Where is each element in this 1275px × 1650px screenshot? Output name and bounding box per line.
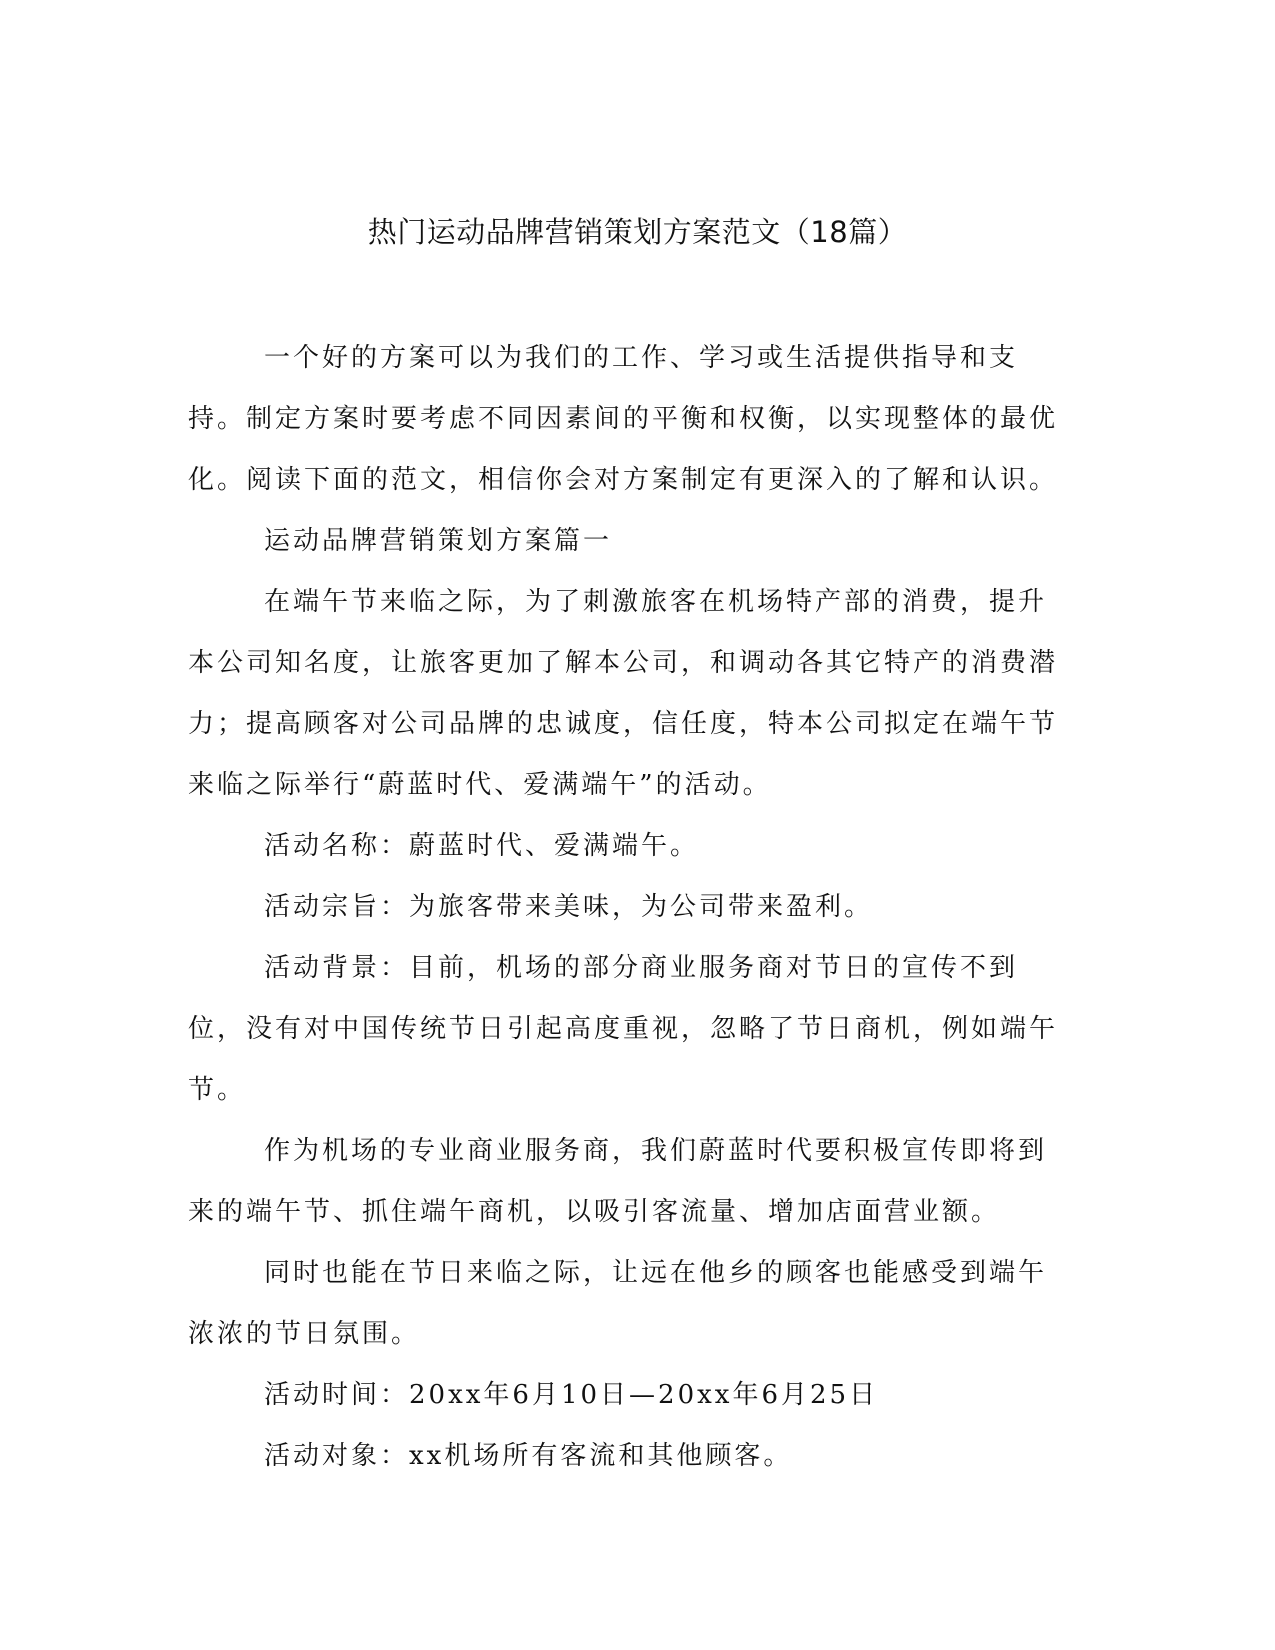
paragraph-activity-purpose: 活动宗旨：为旅客带来美味，为公司带来盈利。 [264,892,874,922]
section-heading: 运动品牌营销策划方案篇一 [264,526,613,556]
paragraph-activity-time: 活动时间：20xx年6月10日—20xx年6月25日 [264,1380,879,1410]
paragraph-activity-audience: 活动对象：xx机场所有客流和其他顾客。 [264,1441,793,1471]
paragraph-activity-context: 活动背景：目前，机场的部分商业服务商对节日的宣传不到位，没有对中国传统节日引起高度重视，忽略了节日商机，例如端午节。 [188,953,1059,1105]
paragraph-festive-atmosphere: 同时也能在节日来临之际，让远在他乡的顾客也能感受到端午浓浓的节日氛围。 [188,1258,1048,1349]
paragraph-service-provider: 作为机场的专业商业服务商，我们蔚蓝时代要积极宣传即将到来的端午节、抓住端午商机，以吸引客流量、增加店面营业额。 [188,1136,1048,1227]
paragraph-background: 在端午节来临之际，为了刺激旅客在机场特产部的消费，提升本公司知名度，让旅客更加了解本公司，和调动各其它特产的消费潜力；提高顾客对公司品牌的忠诚度，信任度，特本公司拟定在端午节来临之际举行“蔚蓝时代、爱满端午”的活动。 [188,587,1059,800]
paragraph-activity-name: 活动名称：蔚蓝时代、爱满端午。 [264,831,700,861]
document-title: 热门运动品牌营销策划方案范文（18篇） [367,215,908,249]
paragraph-intro: 一个好的方案可以为我们的工作、学习或生活提供指导和支持。制定方案时要考虑不同因素间的平衡和权衡，以实现整体的最优化。阅读下面的范文，相信你会对方案制定有更深入的了解和认识。 [188,343,1059,495]
document-body [188,328,1068,1487]
